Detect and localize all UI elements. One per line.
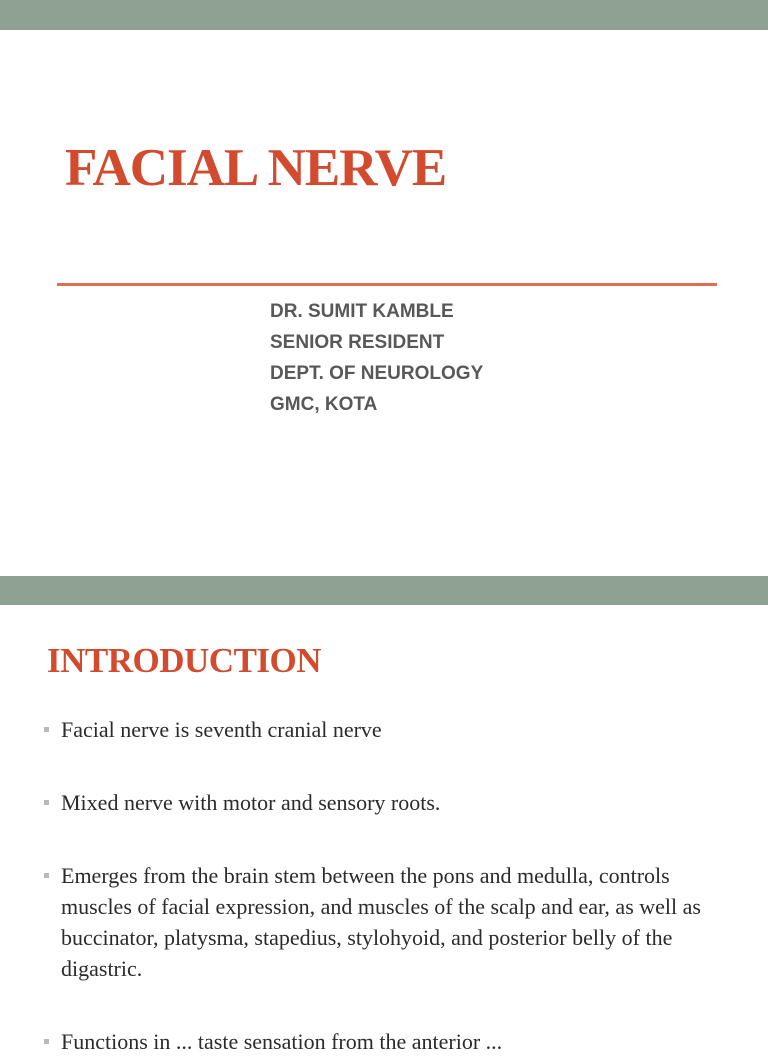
slide-2-header-bar (0, 576, 768, 605)
author-block (270, 300, 483, 424)
list-item (44, 787, 744, 818)
author-institution: GMC, KOTA (270, 394, 378, 415)
slide-1-title: FACIAL NERVE (65, 139, 447, 197)
bullet-text: Emerges from the brain stem between the pons and medulla, controls muscles of facial expression, and muscles of the scalp and ear, as well as buccinator, platysma, stapedius, stylohyoid, and posterior belly of the digastric. (61, 863, 701, 981)
author-department: DEPT. OF NEUROLOGY (270, 363, 484, 384)
bullet-icon (44, 800, 49, 805)
bullet-icon (44, 873, 49, 878)
author-position: SENIOR RESIDENT (270, 332, 445, 353)
bullet-text: Facial nerve is seventh cranial nerve (61, 717, 382, 742)
slide-2-title: INTRODUCTION (47, 641, 322, 680)
bullet-text: Functions in ... taste sensation from the anterior ... (61, 1029, 503, 1054)
list-item (44, 860, 744, 984)
bullet-icon (44, 1039, 49, 1044)
author-name: DR. SUMIT KAMBLE (270, 301, 454, 322)
list-item (44, 714, 744, 745)
slide-1-header-bar (0, 0, 768, 30)
bullet-icon (44, 727, 49, 732)
list-item (44, 1026, 744, 1057)
bullet-text: Mixed nerve with motor and sensory roots. (61, 790, 441, 815)
intro-bullet-list (44, 714, 744, 1057)
title-divider (57, 283, 717, 286)
